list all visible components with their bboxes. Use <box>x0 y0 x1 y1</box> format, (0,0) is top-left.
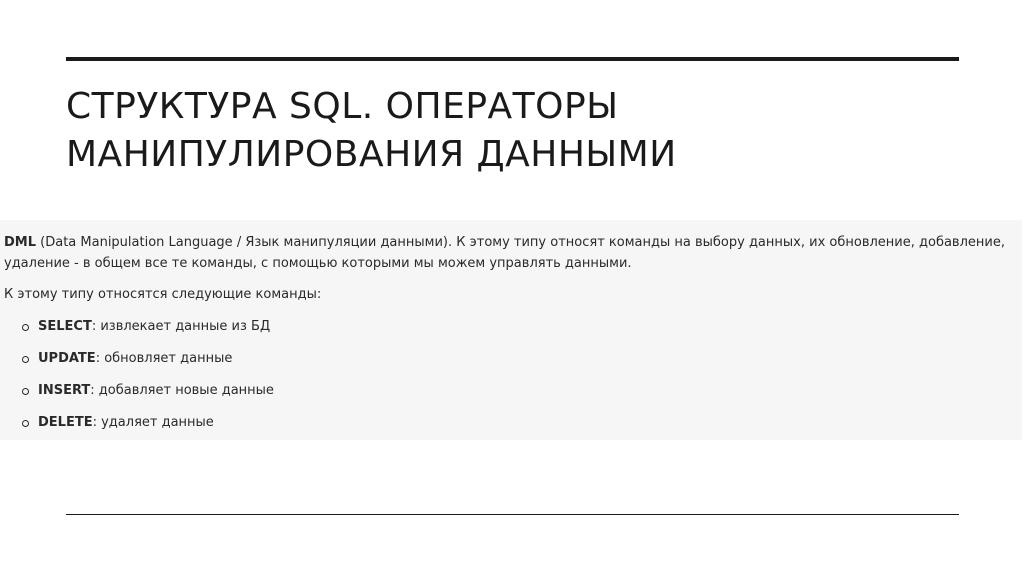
content-screenshot-box <box>0 220 1022 440</box>
circle-bullet-icon <box>22 324 29 331</box>
slide-title <box>66 83 956 179</box>
circle-bullet-icon <box>22 388 29 395</box>
footer-rule <box>66 514 959 515</box>
command-description: : добавляет новые данные <box>90 383 274 398</box>
commands-list <box>22 318 274 446</box>
circle-bullet-icon <box>22 356 29 363</box>
commands-intro: К этому типу относятся следующие команды: <box>4 287 322 302</box>
circle-bullet-icon <box>22 420 29 427</box>
dml-definition-paragraph <box>4 232 1022 274</box>
list-item <box>22 414 274 446</box>
list-item <box>22 382 274 414</box>
command-description: : удаляет данные <box>92 415 214 430</box>
dml-description: (Data Manipulation Language / Язык манипуляции данными). К этому типу относят команды на выбору данных, их обновление, добавление, удаление - в общем все те команды, с помощью которыми мы можем управлять данными. <box>4 235 1005 271</box>
slide-title-line-2: МАНИПУЛИРОВАНИЯ ДАННЫМИ <box>66 134 677 175</box>
title-top-rule <box>66 57 959 61</box>
list-item <box>22 350 274 382</box>
command-name: DELETE <box>38 415 93 430</box>
command-name: UPDATE <box>38 351 96 366</box>
dml-term: DML <box>4 235 37 250</box>
command-name: SELECT <box>38 319 92 334</box>
slide-title-line-1: СТРУКТУРА SQL. ОПЕРАТОРЫ <box>66 86 619 127</box>
command-name: INSERT <box>38 383 91 398</box>
list-item <box>22 318 274 350</box>
command-description: : обновляет данные <box>95 351 233 366</box>
command-description: : извлекает данные из БД <box>91 319 271 334</box>
